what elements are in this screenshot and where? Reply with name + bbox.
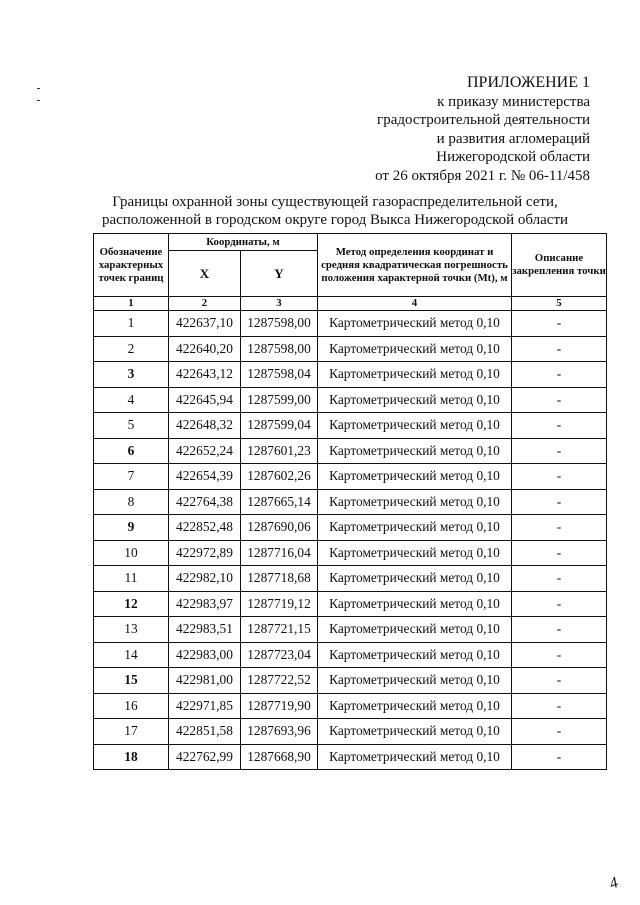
table-row [94,744,607,770]
description-cell: - [512,515,607,541]
table-row [94,413,607,439]
appendix-heading: ПРИЛОЖЕНИЕ 1 [466,74,590,91]
point-number: 8 [94,489,169,515]
method-cell: Картометрический метод 0,10 [318,719,512,745]
description-cell: - [512,744,607,770]
method-cell: Картометрический метод 0,10 [318,413,512,439]
method-cell: Картометрический метод 0,10 [318,591,512,617]
coord-y: 1287716,04 [241,540,318,566]
description-cell: - [512,311,607,337]
coord-x: 422762,99 [169,744,241,770]
coord-x: 422648,32 [169,413,241,439]
description-cell: - [512,591,607,617]
column-number: 1 [94,297,169,311]
appendix-line: и развития агломераций [436,130,590,147]
coord-y: 1287722,52 [241,668,318,694]
table-row [94,438,607,464]
method-cell: Картометрический метод 0,10 [318,362,512,388]
table-row [94,464,607,490]
point-number: 9 [94,515,169,541]
point-number: 13 [94,617,169,643]
description-cell: - [512,617,607,643]
coord-y: 1287602,26 [241,464,318,490]
coord-x: 422971,85 [169,693,241,719]
coord-y: 1287723,04 [241,642,318,668]
coord-x: 422981,00 [169,668,241,694]
coord-y: 1287598,04 [241,362,318,388]
method-cell: Картометрический метод 0,10 [318,515,512,541]
table-row [94,362,607,388]
coord-x: 422652,24 [169,438,241,464]
appendix-line: градостроительной деятельности [377,112,590,129]
method-cell: Картометрический метод 0,10 [318,617,512,643]
appendix-line: Нижегородской области [436,149,590,166]
point-number: 12 [94,591,169,617]
description-cell: - [512,362,607,388]
method-cell: Картометрический метод 0,10 [318,540,512,566]
description-cell: - [512,336,607,362]
title-line: расположенной в городском округе город Выкса Нижегородской области [101,212,569,228]
method-cell: Картометрический метод 0,10 [318,642,512,668]
coord-y: 1287601,23 [241,438,318,464]
description-cell: - [512,693,607,719]
column-number: 4 [318,297,512,311]
point-number: 18 [94,744,169,770]
header-coordinates: Координаты, м [169,234,318,251]
method-cell: Картометрический метод 0,10 [318,438,512,464]
description-cell: - [512,566,607,592]
table-row [94,387,607,413]
description-cell: - [512,489,607,515]
description-cell: - [512,540,607,566]
point-number: 1 [94,311,169,337]
coord-y: 1287718,68 [241,566,318,592]
coord-y: 1287719,90 [241,693,318,719]
column-number: 3 [241,297,318,311]
scan-mark [37,88,40,89]
coord-y: 1287665,14 [241,489,318,515]
point-number: 14 [94,642,169,668]
method-cell: Картометрический метод 0,10 [318,566,512,592]
point-number: 3 [94,362,169,388]
coord-y: 1287719,12 [241,591,318,617]
title-line: Границы охранной зоны существующей газораспределительной сети, [112,194,558,210]
coord-x: 422654,39 [169,464,241,490]
method-cell: Картометрический метод 0,10 [318,489,512,515]
table-row [94,693,607,719]
method-cell: Картометрический метод 0,10 [318,336,512,362]
description-cell: - [512,413,607,439]
header-x: X [169,251,241,297]
description-cell: - [512,668,607,694]
appendix-block [290,74,590,186]
coord-x: 422852,48 [169,515,241,541]
table-body [94,311,607,770]
scan-mark [37,100,40,101]
page-mark: 4 [607,874,621,893]
coord-x: 422983,97 [169,591,241,617]
coord-x: 422637,10 [169,311,241,337]
method-cell: Картометрический метод 0,10 [318,464,512,490]
coordinates-table [93,233,607,770]
method-cell: Картометрический метод 0,10 [318,744,512,770]
header-designation: Обозначение характерных точек границ [94,234,169,297]
point-number: 16 [94,693,169,719]
method-cell: Картометрический метод 0,10 [318,311,512,337]
table-row [94,668,607,694]
point-number: 6 [94,438,169,464]
document-title [95,193,575,229]
header-method: Метод определения координат и средняя квадратическая погрешность положения характерной точки (Mt), м [318,234,512,297]
description-cell: - [512,719,607,745]
description-cell: - [512,464,607,490]
table-row [94,515,607,541]
coord-x: 422982,10 [169,566,241,592]
coord-y: 1287693,96 [241,719,318,745]
header-description: Описание закрепления точки [512,234,607,297]
method-cell: Картометрический метод 0,10 [318,668,512,694]
appendix-line: к приказу министерства [437,93,590,110]
coord-y: 1287721,15 [241,617,318,643]
point-number: 5 [94,413,169,439]
coord-x: 422983,00 [169,642,241,668]
coord-x: 422643,12 [169,362,241,388]
table-row [94,591,607,617]
point-number: 7 [94,464,169,490]
column-number: 5 [512,297,607,311]
point-number: 17 [94,719,169,745]
table-row [94,540,607,566]
coord-x: 422645,94 [169,387,241,413]
description-cell: - [512,642,607,668]
table-row [94,719,607,745]
coord-y: 1287598,00 [241,311,318,337]
table-row [94,617,607,643]
description-cell: - [512,387,607,413]
coord-x: 422640,20 [169,336,241,362]
coord-y: 1287690,06 [241,515,318,541]
point-number: 11 [94,566,169,592]
method-cell: Картометрический метод 0,10 [318,387,512,413]
table-row [94,566,607,592]
point-number: 15 [94,668,169,694]
point-number: 10 [94,540,169,566]
table-row [94,489,607,515]
coord-x: 422983,51 [169,617,241,643]
appendix-line: от 26 октября 2021 г. № 06-11/458 [375,167,590,184]
header-y: Y [241,251,318,297]
point-number: 4 [94,387,169,413]
coord-y: 1287598,00 [241,336,318,362]
table-row [94,336,607,362]
coord-x: 422764,38 [169,489,241,515]
table-row [94,311,607,337]
table-row [94,642,607,668]
coord-y: 1287599,00 [241,387,318,413]
column-number: 2 [169,297,241,311]
description-cell: - [512,438,607,464]
method-cell: Картометрический метод 0,10 [318,693,512,719]
coord-x: 422972,89 [169,540,241,566]
coord-y: 1287599,04 [241,413,318,439]
coord-y: 1287668,90 [241,744,318,770]
coord-x: 422851,58 [169,719,241,745]
point-number: 2 [94,336,169,362]
